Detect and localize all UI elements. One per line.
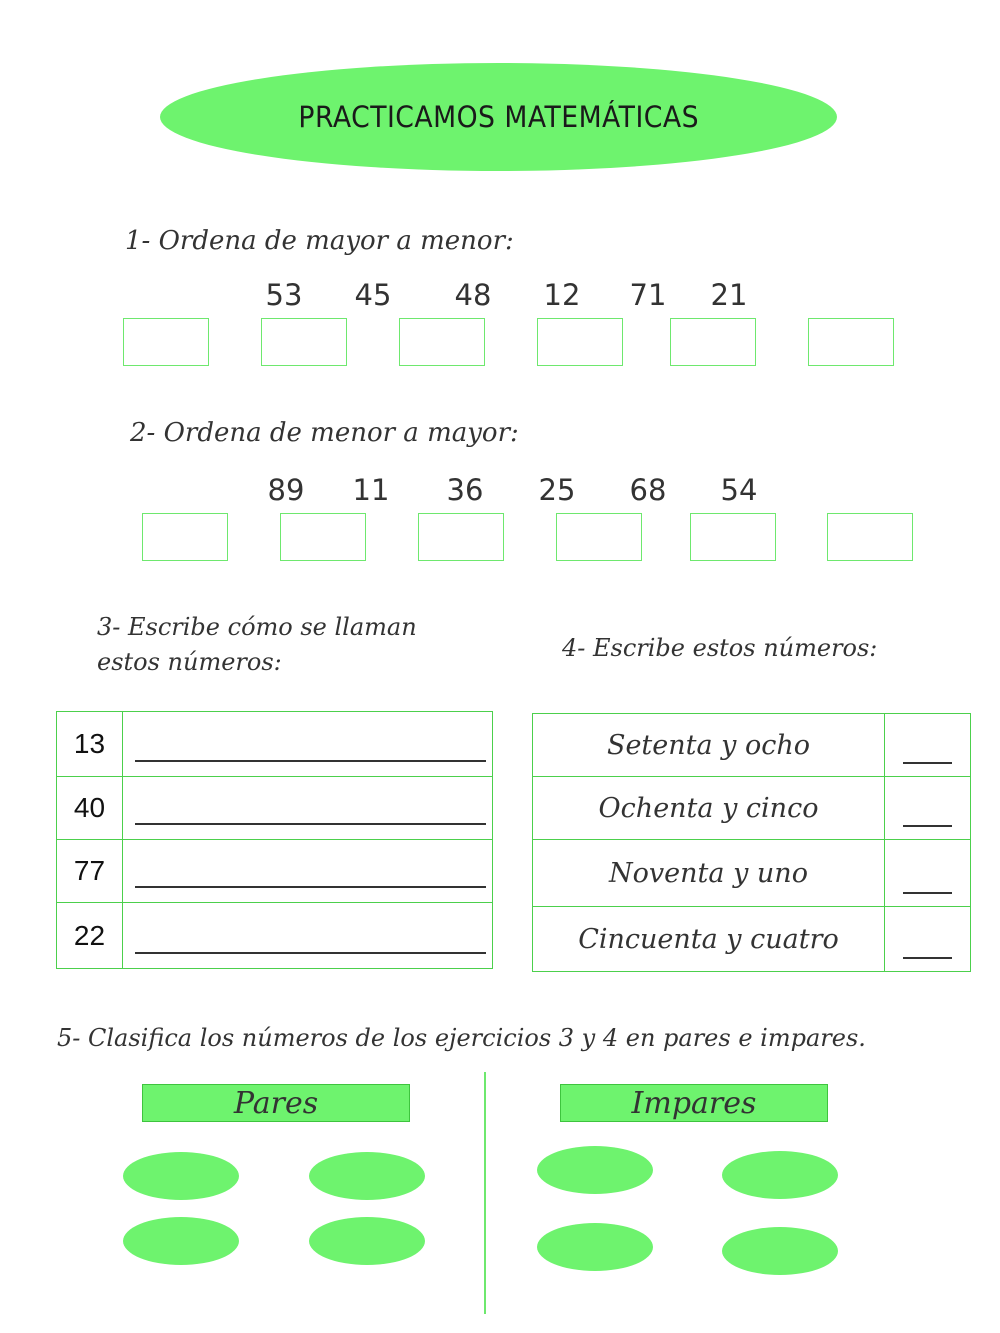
ex2-answer-box[interactable] bbox=[827, 513, 913, 561]
ex1-answer-box[interactable] bbox=[261, 318, 347, 366]
ex3-number: 40 bbox=[57, 777, 123, 840]
table-row bbox=[57, 840, 493, 903]
ex2-answer-box[interactable] bbox=[280, 513, 366, 561]
ex2-number: 11 bbox=[352, 473, 390, 507]
ex1-number: 53 bbox=[265, 278, 303, 312]
exercise-3-instruction-line1: 3- Escribe cómo se llaman bbox=[97, 613, 417, 641]
ex4-answer-line[interactable] bbox=[885, 777, 971, 840]
ex2-number: 25 bbox=[538, 473, 576, 507]
impares-label: Impares bbox=[631, 1085, 757, 1121]
ex2-answer-box[interactable] bbox=[418, 513, 504, 561]
ex1-number: 12 bbox=[543, 278, 581, 312]
ex2-answer-box[interactable] bbox=[142, 513, 228, 561]
exercise-4-instruction: 4- Escribe estos números: bbox=[562, 634, 878, 662]
ex1-number: 21 bbox=[710, 278, 748, 312]
impares-answer-oval[interactable] bbox=[537, 1146, 653, 1194]
impares-label-box bbox=[560, 1084, 828, 1122]
column-divider bbox=[484, 1072, 486, 1314]
exercise-3-instruction-line2: estos números: bbox=[97, 648, 282, 676]
ex4-answer-line[interactable] bbox=[885, 840, 971, 907]
table-row bbox=[57, 777, 493, 840]
pares-answer-oval[interactable] bbox=[309, 1152, 425, 1200]
ex4-answer-line[interactable] bbox=[885, 907, 971, 972]
ex3-answer-line[interactable] bbox=[123, 903, 493, 969]
ex1-number: 45 bbox=[354, 278, 392, 312]
ex1-answer-box[interactable] bbox=[808, 318, 894, 366]
ex2-number: 36 bbox=[446, 473, 484, 507]
ex2-answer-box[interactable] bbox=[556, 513, 642, 561]
ex2-number: 68 bbox=[629, 473, 667, 507]
pares-answer-oval[interactable] bbox=[123, 1217, 239, 1265]
title-banner bbox=[160, 63, 837, 171]
table-row bbox=[533, 840, 971, 907]
pares-label-box bbox=[142, 1084, 410, 1122]
exercise-1-instruction: 1- Ordena de mayor a menor: bbox=[125, 226, 514, 256]
ex4-number-word: Cincuenta y cuatro bbox=[533, 907, 885, 972]
ex1-number: 71 bbox=[629, 278, 667, 312]
ex1-answer-box[interactable] bbox=[670, 318, 756, 366]
exercise-3-table bbox=[56, 711, 493, 969]
table-row bbox=[533, 714, 971, 777]
ex3-answer-line[interactable] bbox=[123, 840, 493, 903]
ex1-answer-box[interactable] bbox=[399, 318, 485, 366]
ex1-answer-box[interactable] bbox=[537, 318, 623, 366]
ex3-answer-line[interactable] bbox=[123, 712, 493, 777]
impares-answer-oval[interactable] bbox=[722, 1151, 838, 1199]
ex3-answer-line[interactable] bbox=[123, 777, 493, 840]
pares-answer-oval[interactable] bbox=[309, 1217, 425, 1265]
ex3-number: 13 bbox=[57, 712, 123, 777]
pares-label: Pares bbox=[233, 1085, 319, 1121]
ex3-number: 22 bbox=[57, 903, 123, 969]
table-row bbox=[57, 903, 493, 969]
ex2-number: 54 bbox=[720, 473, 758, 507]
ex2-number: 89 bbox=[267, 473, 305, 507]
impares-answer-oval[interactable] bbox=[537, 1223, 653, 1271]
ex4-answer-line[interactable] bbox=[885, 714, 971, 777]
ex4-number-word: Noventa y uno bbox=[533, 840, 885, 907]
ex3-number: 77 bbox=[57, 840, 123, 903]
ex4-number-word: Setenta y ocho bbox=[533, 714, 885, 777]
exercise-2-instruction: 2- Ordena de menor a mayor: bbox=[130, 418, 519, 448]
pares-answer-oval[interactable] bbox=[123, 1152, 239, 1200]
table-row bbox=[533, 907, 971, 972]
ex1-answer-box[interactable] bbox=[123, 318, 209, 366]
impares-answer-oval[interactable] bbox=[722, 1227, 838, 1275]
page-title: PRACTICAMOS MATEMÁTICAS bbox=[298, 100, 699, 134]
ex4-number-word: Ochenta y cinco bbox=[533, 777, 885, 840]
ex2-answer-box[interactable] bbox=[690, 513, 776, 561]
table-row bbox=[533, 777, 971, 840]
exercise-4-table bbox=[532, 713, 971, 972]
table-row bbox=[57, 712, 493, 777]
ex1-number: 48 bbox=[454, 278, 492, 312]
exercise-5-instruction: 5- Clasifica los números de los ejercicios 3 y 4 en pares e impares. bbox=[57, 1024, 866, 1052]
